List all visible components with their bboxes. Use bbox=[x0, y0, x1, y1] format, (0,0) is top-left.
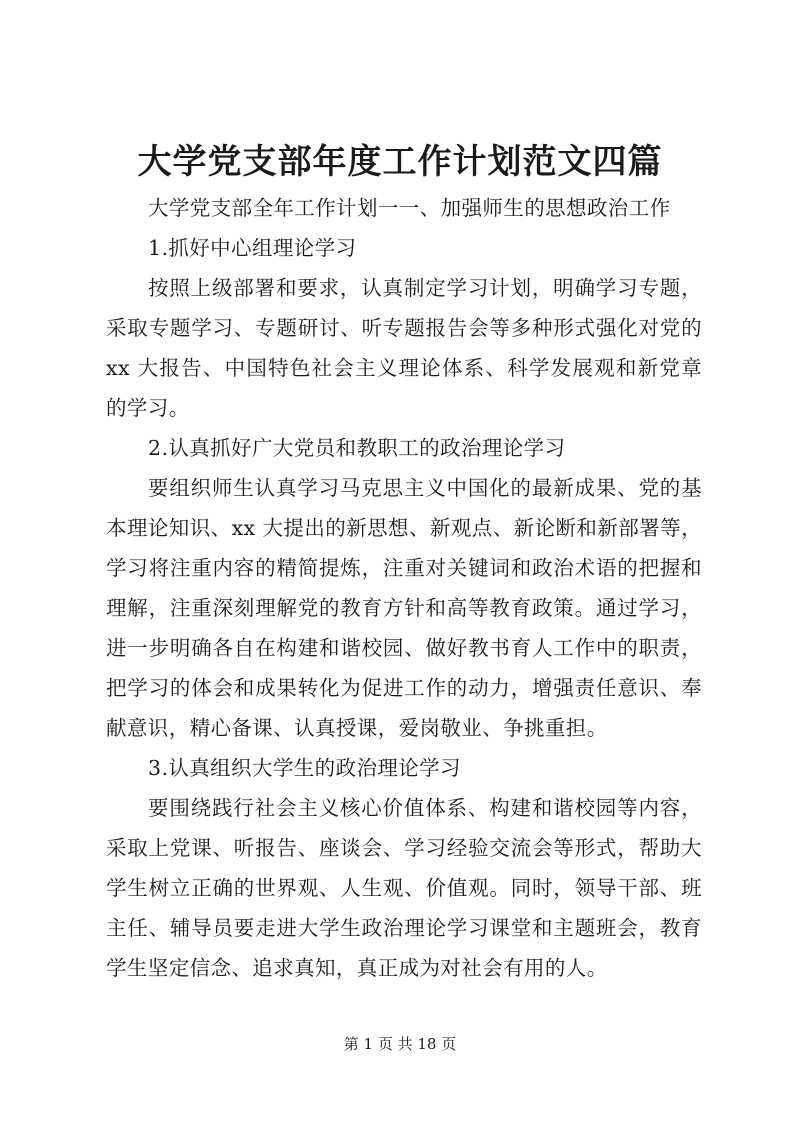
paragraph-line: 把学习的体会和成果转化为促进工作的动力，增强责任意识、奉 bbox=[106, 676, 702, 700]
paragraph-line: xx 大报告、中国特色社会主义理论体系、科学发展观和新党章 bbox=[106, 356, 702, 380]
document-body bbox=[106, 188, 702, 988]
paragraph-line: 要围绕践行社会主义核心价值体系、构建和谐校园等内容， bbox=[148, 796, 702, 820]
page-number-footer: 第 1 页 共 18 页 bbox=[343, 1035, 457, 1053]
paragraph-line: 按照上级部署和要求，认真制定学习计划，明确学习专题， bbox=[148, 276, 702, 300]
paragraph-line: 学生树立正确的世界观、人生观、价值观。同时，领导干部、班 bbox=[106, 876, 702, 900]
paragraph-line: 学生坚定信念、追求真知，真正成为对社会有用的人。 bbox=[106, 956, 608, 980]
section-heading: 2.认真抓好广大党员和教职工的政治理论学习 bbox=[148, 436, 566, 460]
paragraph-line: 的学习。 bbox=[106, 396, 190, 420]
paragraph-line: 要组织师生认真学习马克思主义中国化的最新成果、党的基 bbox=[148, 476, 702, 500]
document-title: 大学党支部年度工作计划范文四篇 bbox=[137, 142, 663, 182]
paragraph-line: 进一步明确各自在构建和谐校园、做好教书育人工作中的职责， bbox=[106, 636, 702, 660]
paragraph-line: 采取上党课、听报告、座谈会、学习经验交流会等形式，帮助大 bbox=[106, 836, 702, 860]
section-heading: 1.抓好中心组理论学习 bbox=[148, 236, 357, 260]
section-heading: 3.认真组织大学生的政治理论学习 bbox=[148, 756, 461, 780]
paragraph-line: 献意识，精心备课、认真授课，爱岗敬业、争挑重担。 bbox=[106, 716, 608, 740]
paragraph-line: 学习将注重内容的精简提炼，注重对关键词和政治术语的把握和 bbox=[106, 556, 702, 580]
paragraph-line: 本理论知识、xx 大提出的新思想、新观点、新论断和新部署等， bbox=[106, 516, 702, 540]
paragraph-line: 大学党支部全年工作计划一一、加强师生的思想政治工作 bbox=[148, 196, 671, 220]
paragraph-line: 理解，注重深刻理解党的教育方针和高等教育政策。通过学习， bbox=[106, 596, 702, 620]
paragraph-line: 采取专题学习、专题研讨、听专题报告会等多种形式强化对党的 bbox=[106, 316, 702, 340]
paragraph-line: 主任、辅导员要走进大学生政治理论学习课堂和主题班会，教育 bbox=[106, 916, 702, 940]
